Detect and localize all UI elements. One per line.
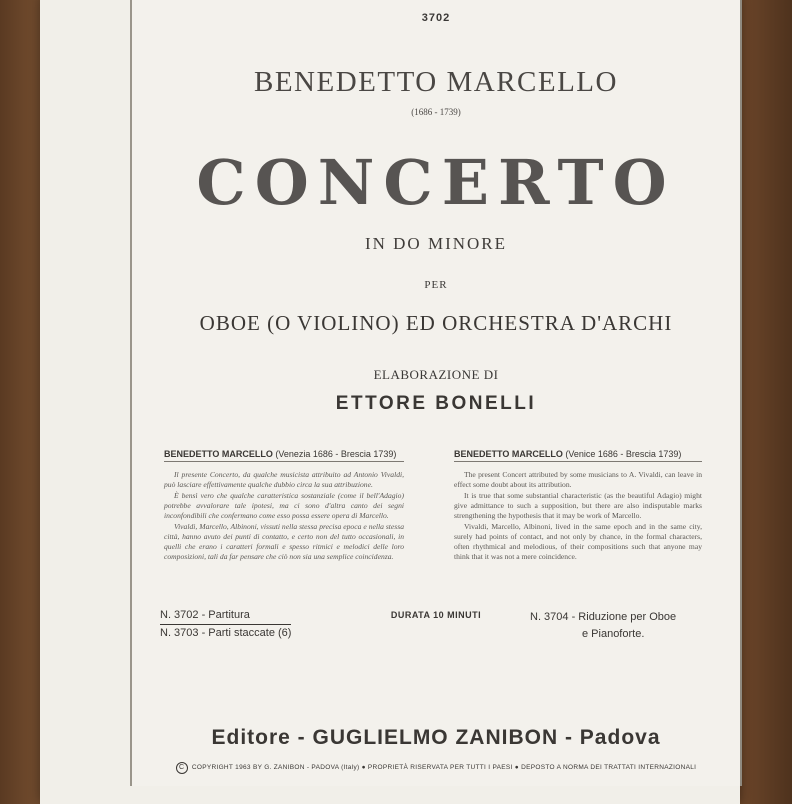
arranger-name: ETTORE BONELLI [335, 393, 537, 414]
italian-paragraph: È bensì vero che qualche caratteristica sostanziale (come il bell'Adagio) potrebbe avvalorare tale ipotesi, ma ci sono d'altra canto dei segni inconfondibili che confermano come esso possa essere opera di Marcello. [164, 491, 404, 520]
italian-note [164, 449, 404, 563]
italian-paragraph: Il presente Concerto, da qualche musicista attribuito ad Antonio Vivaldi, può lasciare effettivamente qualche dubbio circa la sua attribuzione. [164, 470, 404, 489]
composer-years: (1686 - 1739) [411, 107, 461, 117]
italian-paragraph: Vivaldi, Marcello, Albinoni, vissuti nella stessa precisa epoca e nella stessa città, hanno avuto dei punti di contatto, e certo non del tutto occasionali, in quelli che erano i caratteri formali e spesso ritmici e melodici delle loro composizioni, tali da far pensare che ciò non sia una semplice coincidenza. [164, 522, 404, 561]
composer-name: BENEDETTO MARCELLO [254, 66, 618, 98]
edition-list-right [530, 609, 676, 643]
edition-reduction-cont: e Pianoforte. [582, 628, 645, 640]
arrangement-label: ELABORAZIONE DI [373, 367, 499, 382]
english-note-heading [454, 449, 702, 459]
catalog-number: 3702 [421, 12, 451, 24]
italian-note-heading [164, 449, 404, 459]
work-title: CONCERTO [196, 146, 676, 219]
english-note-name: BENEDETTO MARCELLO [454, 449, 563, 459]
english-paragraph: It is true that some substantial characteristic (as the beautiful Adagio) might give admittance to such a supposition, but there are also indisputable marks strengthening the hypothesis that it may be work of Marcello. [454, 491, 702, 520]
work-key: IN DO MINORE [364, 234, 508, 253]
english-paragraph: Vivaldi, Marcello, Albinoni, lived in the same epoch and in the same city, surely had points of contact, and not only by chance, in the formal characters, often rhythmical and melodious, of their compositions such that anyone may think that it was not a mere coincidence. [454, 522, 702, 561]
italian-note-detail: (Venezia 1686 - Brescia 1739) [275, 449, 397, 459]
divider [164, 461, 404, 462]
title-page [130, 0, 742, 786]
copyright-line [132, 762, 740, 774]
english-note-detail: (Venice 1686 - Brescia 1739) [565, 449, 682, 459]
copyright-symbol: C [176, 762, 188, 774]
publisher-line: Editore - GUGLIELMO ZANIBON - Padova [211, 726, 661, 749]
edition-parts: N. 3703 - Parti staccate (6) [160, 627, 292, 639]
italian-note-name: BENEDETTO MARCELLO [164, 449, 273, 459]
edition-reduction: N. 3704 - Riduzione per Oboe [530, 611, 677, 623]
divider [454, 461, 702, 462]
english-note [454, 449, 702, 563]
per-label: PER [424, 279, 448, 291]
paper-sheet [40, 0, 740, 804]
english-paragraph: The present Concert attributed by some musicians to A. Vivaldi, can leave in effect some doubt about its attribution. [454, 470, 702, 489]
edition-score: N. 3702 - Partitura [160, 607, 291, 625]
duration: DURATA 10 MINUTI [390, 610, 482, 620]
copyright-text: COPYRIGHT 1963 BY G. ZANIBON - PADOVA (Italy) ● PROPRIETÀ RISERVATA PER TUTTI I PAESI ● DEPOSTO A NORMA DEI TRATTATI INTERNAZIONALI [191, 764, 697, 771]
instrumentation: OBOE (O VIOLINO) ED ORCHESTRA D'ARCHI [199, 311, 673, 335]
